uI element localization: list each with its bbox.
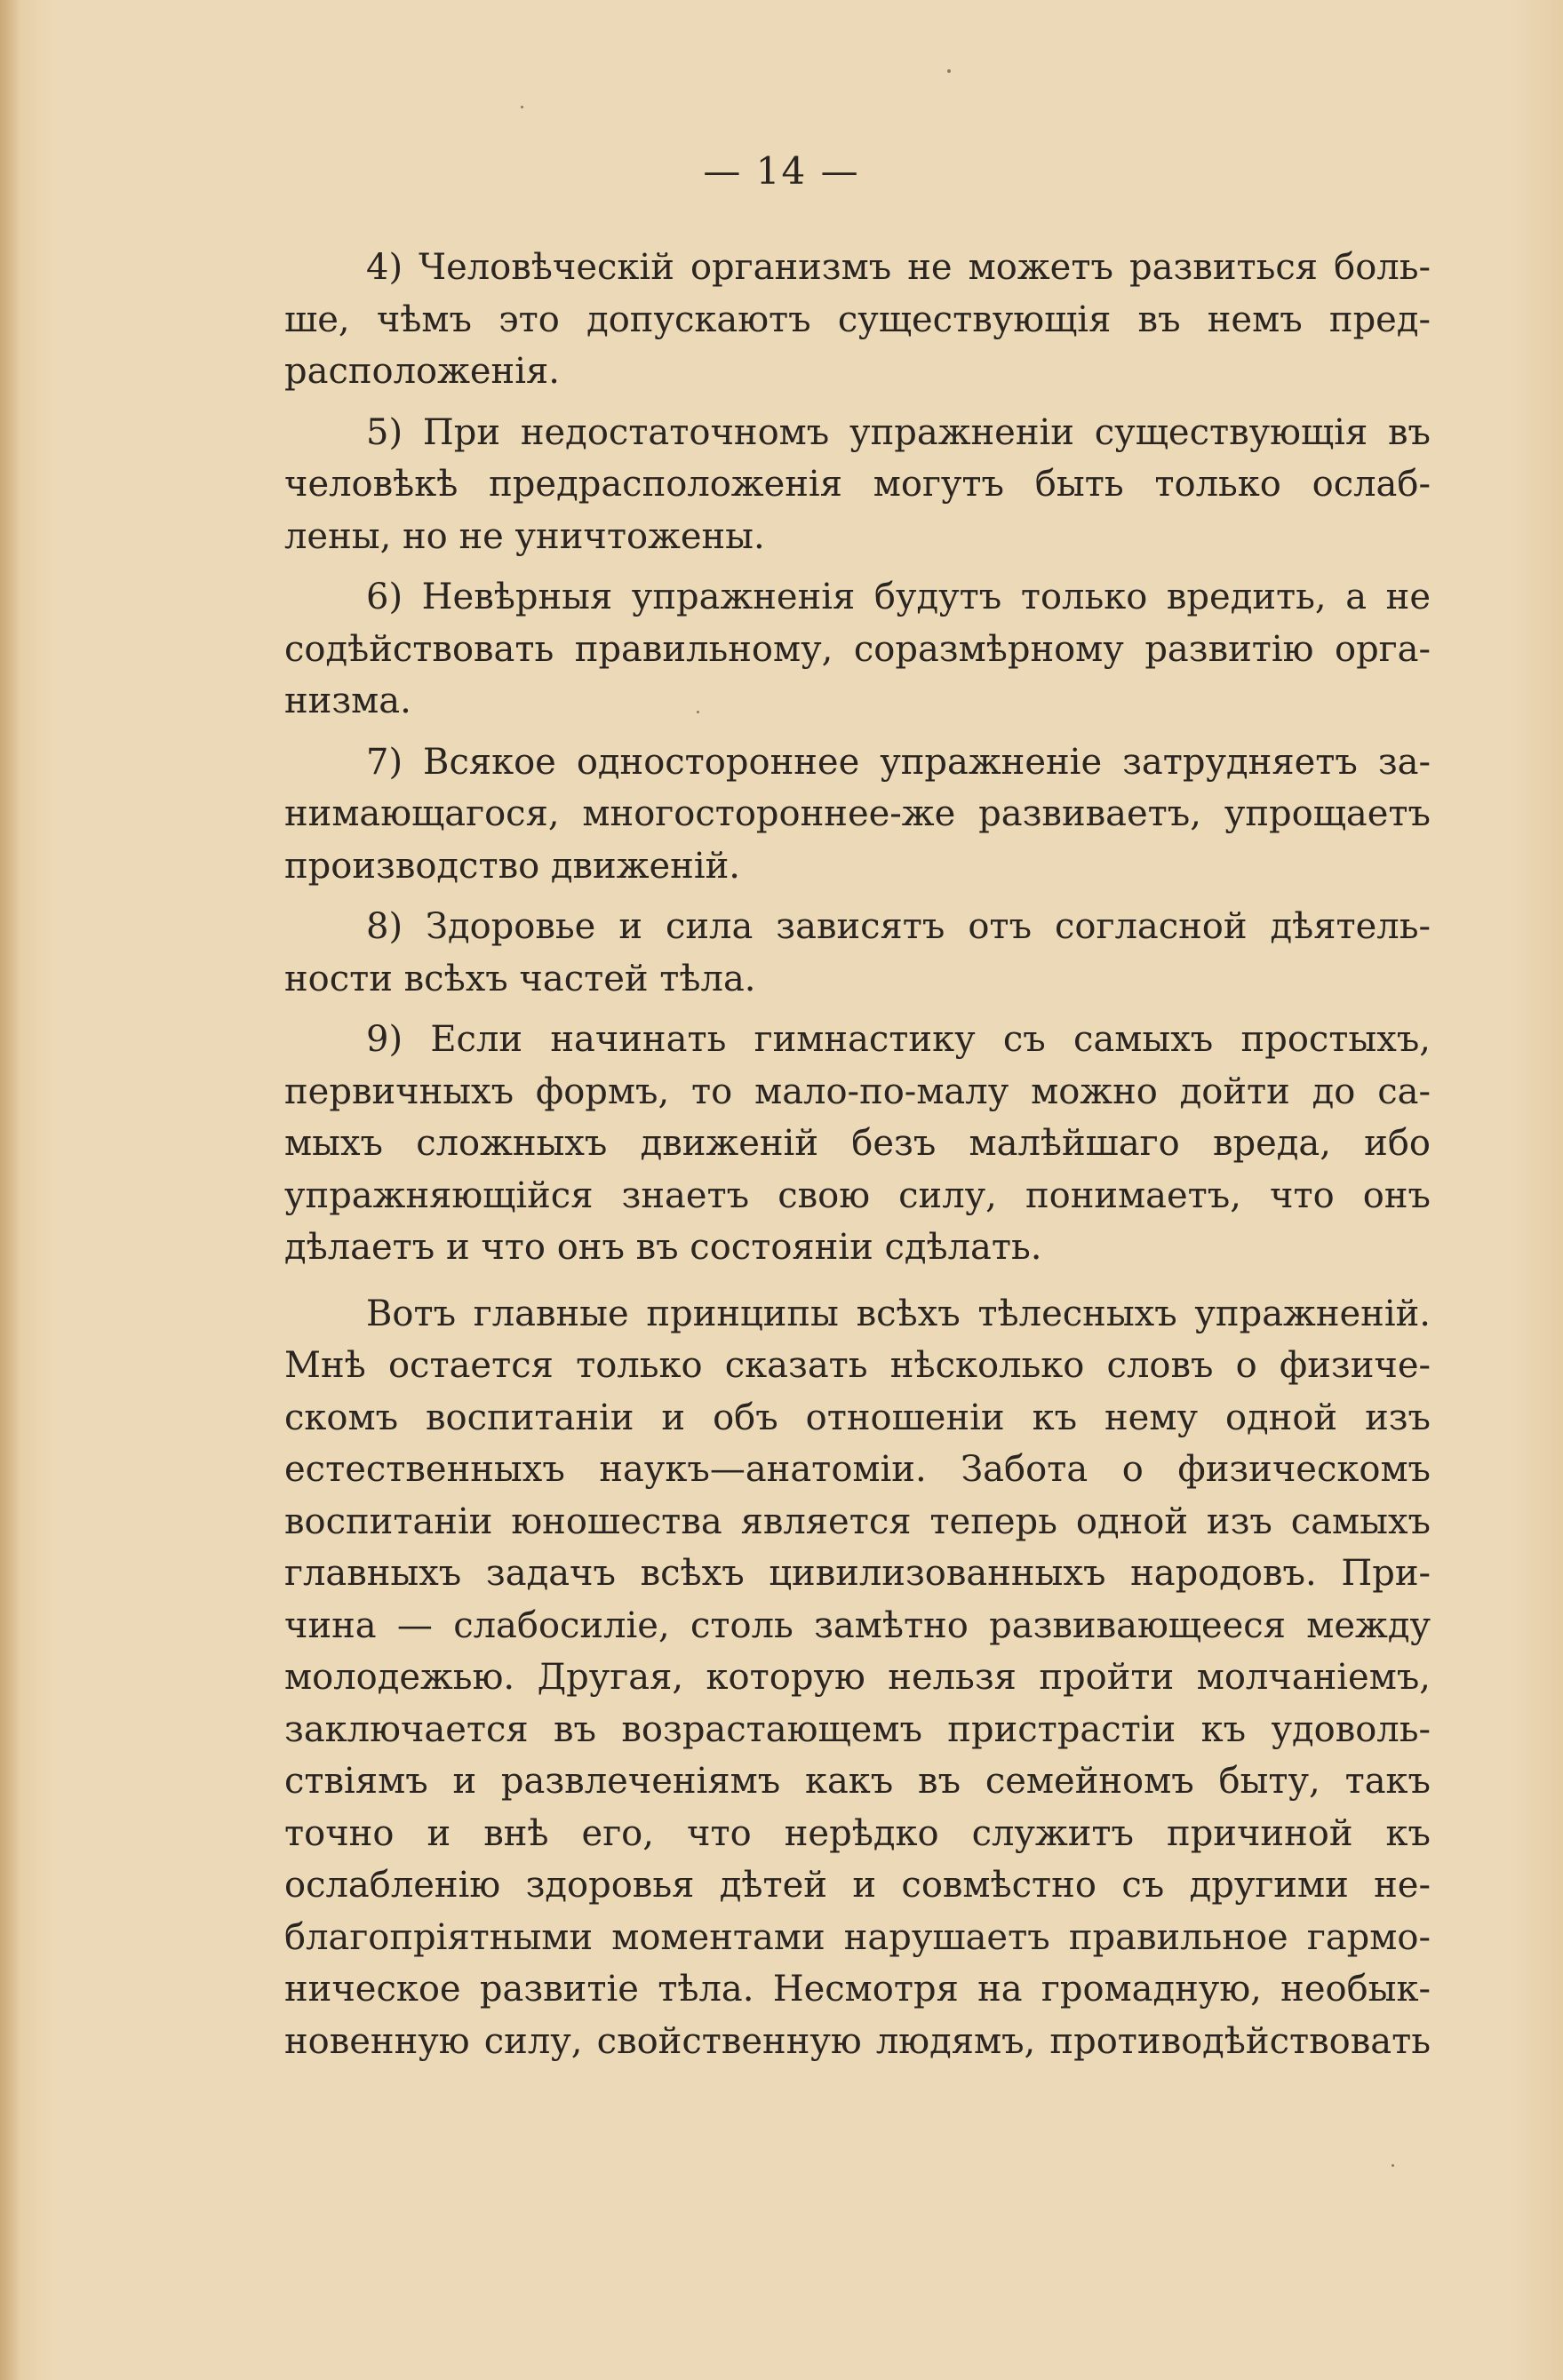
text-line: скомъ воспитаніи и объ отношеніи къ нему одной изъ xyxy=(284,1397,1431,1438)
text-line: нимающагося, многостороннее-же развиваетъ, упрощаетъ xyxy=(284,793,1431,834)
paragraph-item-7 xyxy=(284,736,1431,893)
text-line: чина — слабосиліе, столь замѣтно развивающееся между xyxy=(284,1604,1431,1646)
text-line: лены, но не уничтожены. xyxy=(284,515,765,557)
text-line: 7) Всякое одностороннее упражненіе затрудняетъ за- xyxy=(366,741,1431,783)
text-line: ше, чѣмъ это допускаютъ существующія въ немъ пред- xyxy=(284,298,1431,340)
paper-speck xyxy=(1392,2164,1394,2167)
text-line: человѣкѣ предрасположенія могутъ быть только ослаб- xyxy=(284,464,1431,505)
text-line: дѣлаетъ и что онъ въ состояніи сдѣлать. xyxy=(284,1227,1042,1268)
text-line: Вотъ главные принципы всѣхъ тѣлесныхъ упражненій. xyxy=(366,1293,1431,1334)
text-line: упражняющійся знаетъ свою силу, понимаетъ, что онъ xyxy=(284,1174,1431,1216)
text-line: 5) При недостаточномъ упражненіи существующія въ xyxy=(366,411,1431,453)
paper-speck xyxy=(947,69,951,73)
paper-speck xyxy=(521,106,523,108)
text-line: заключается въ возрастающемъ пристрастіи къ удоволь- xyxy=(284,1708,1431,1750)
text-line: точно и внѣ его, что нерѣдко служитъ причиной къ xyxy=(284,1812,1431,1854)
text-line: ослабленію здоровья дѣтей и совмѣстно съ другими не- xyxy=(284,1865,1431,1906)
body-text xyxy=(284,242,1431,2067)
text-line: главныхъ задачъ всѣхъ цивилизованныхъ народовъ. При- xyxy=(284,1553,1431,1594)
text-line: 6) Невѣрныя упражненія будутъ только вредить, а не xyxy=(366,577,1431,617)
paragraph-item-4 xyxy=(284,242,1431,398)
text-line: ническое развитіе тѣла. Несмотря на громадную, необык- xyxy=(284,1969,1431,2010)
page-number: — 14 — xyxy=(703,149,860,193)
text-line: молодежью. Другая, которую нельзя пройти молчаніемъ, xyxy=(284,1657,1431,1698)
text-line: низма. xyxy=(284,681,411,721)
text-line: 4) Человѣческій организмъ не можетъ развиться боль- xyxy=(366,247,1431,288)
text-line: первичныхъ формъ, то мало-по-малу можно дойти до са- xyxy=(284,1071,1431,1112)
text-line: новенную силу, свойственную людямъ, противодѣйствовать xyxy=(284,2020,1431,2062)
text-line: естественныхъ наукъ—анатоміи. Забота о физическомъ xyxy=(284,1449,1431,1490)
text-line: содѣйствовать правильному, соразмѣрному развитію орга- xyxy=(284,628,1431,670)
paragraph-item-6 xyxy=(284,571,1431,728)
text-line: производство движеній. xyxy=(284,845,741,887)
text-line: расположенія. xyxy=(284,351,560,392)
paragraph-principles xyxy=(284,1288,1431,2068)
text-line: Мнѣ остается только сказать нѣсколько словъ о физиче- xyxy=(284,1345,1431,1386)
text-line: мыхъ сложныхъ движеній безъ малѣйшаго вреда, ибо xyxy=(284,1123,1431,1164)
text-line: благопріятными моментами нарушаетъ правильное гармо- xyxy=(284,1916,1431,1958)
paragraph-item-8 xyxy=(284,901,1431,1005)
text-line: ствіямъ и развлеченіямъ какъ въ семейномъ быту, такъ xyxy=(284,1761,1431,1802)
paragraph-item-9 xyxy=(284,1014,1431,1274)
text-line: 8) Здоровье и сила зависятъ отъ согласной дѣятель- xyxy=(366,906,1431,947)
text-line: воспитаніи юношества является теперь одной изъ самыхъ xyxy=(284,1500,1431,1542)
text-line: ности всѣхъ частей тѣла. xyxy=(284,958,756,999)
text-line: 9) Если начинать гимнастику съ самыхъ простыхъ, xyxy=(366,1019,1431,1060)
page-binding-shadow xyxy=(0,0,18,2380)
paragraph-item-5 xyxy=(284,407,1431,563)
